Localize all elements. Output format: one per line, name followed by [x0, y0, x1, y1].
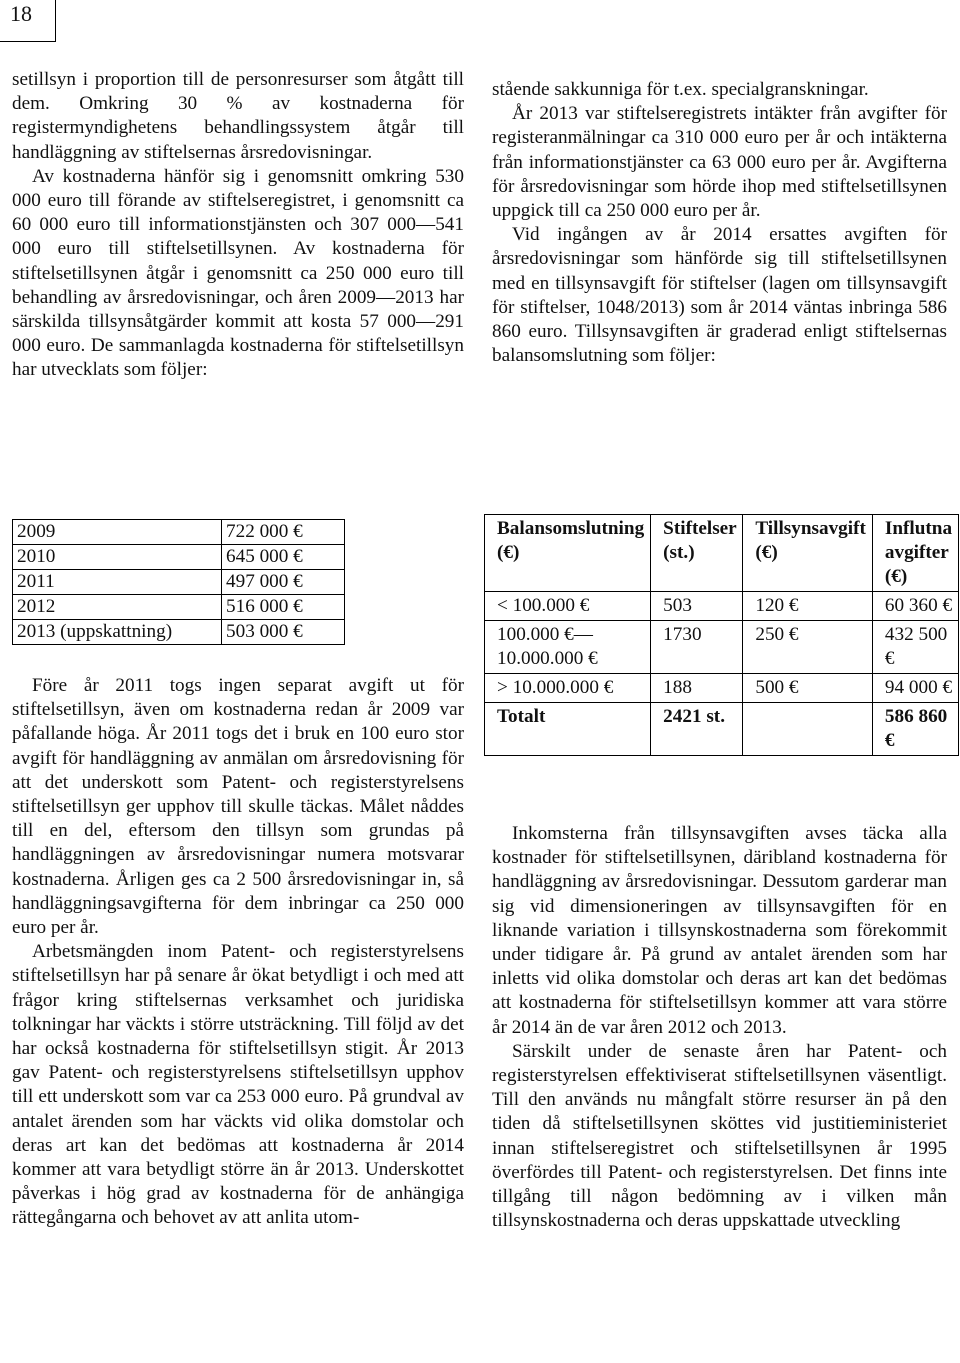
table-row	[13, 545, 345, 570]
table-cell	[743, 703, 873, 756]
table-row	[485, 674, 959, 703]
table-cell: 1730	[651, 621, 743, 674]
table-cell: 94 000 €	[872, 674, 958, 703]
amount-cell: 645 000 €	[222, 545, 345, 570]
left-column-bottom	[12, 674, 464, 1231]
header-foundations: Stiftelser (st.)	[651, 515, 743, 592]
body-paragraph: setillsyn i proportion till de personresurser som åtgått till dem. Omkring 30 % av kostnaderna för registermyndighetens behandlingssystem åtgår till handläggning av stiftelsernas årsredovisningar.	[12, 69, 464, 163]
table-row	[13, 620, 345, 645]
year-cell: 2013 (uppskattning)	[13, 620, 222, 645]
table-cell: 120 €	[743, 592, 873, 621]
table-total-row	[485, 703, 959, 756]
amount-cell: 722 000 €	[222, 520, 345, 545]
table-header-row	[485, 515, 959, 592]
table-cell: 432 500 €	[872, 621, 958, 674]
year-cell: 2012	[13, 595, 222, 620]
table-cell: 188	[651, 674, 743, 703]
right-column-bottom	[492, 822, 947, 1233]
table-cell: 503	[651, 592, 743, 621]
amount-cell: 516 000 €	[222, 595, 345, 620]
cost-table	[12, 519, 345, 645]
amount-cell: 497 000 €	[222, 570, 345, 595]
table-row	[485, 592, 959, 621]
amount-cell: 503 000 €	[222, 620, 345, 645]
body-paragraph: Särskilt under de senaste åren har Patent- och registerstyrelsen effektiviserat stiftelsetillsynen väsentligt. Till den används nu mångfalt större resurser än på den tiden då stiftelsetillsynen sköttes vid justitieministeriet innan stiftelseregistret och stiftelsetillsynen år 1995 överfördes till Patent- och registerstyrelsen. Det finns inte tillgång till någon bedömning av i vilken mån tillsynskostnaderna och deras uppskattade utveckling	[492, 1040, 947, 1232]
fee-table	[484, 514, 959, 756]
table-cell: 100.000 €— 10.000.000 €	[485, 621, 651, 674]
year-cell: 2011	[13, 570, 222, 595]
body-paragraph: Arbetsmängden inom Patent- och registerstyrelsens stiftelsetillsyn har på senare år ökat betydligt i och med att frågor kring stiftelsernas verksamhet och juridiska tolkningar har väckts i större utsträckning. Till följd av det har också kostnaderna för stiftelsetillsyn stigit. År 2013 gav Patent- och registerstyrelsens stiftelsetillsyn upphov till ett underskott som var ca 253 000 euro. På grundval av antalet ärenden som har väckts vid olika domstolar och deras art kan det bedömas att kostnaderna år 2014 kommer att vara betydligt större än år 2013. Underskottet påverkas i hög grad av kostnaderna för de anhängiga rättegångarna och behovet av att anlita utom-	[12, 941, 464, 1229]
header-balance: Balansomslutning (€)	[485, 515, 651, 592]
table-row	[13, 595, 345, 620]
page-number: 18	[0, 0, 56, 42]
table-cell: < 100.000 €	[485, 592, 651, 621]
body-paragraph: Före år 2011 togs ingen separat avgift ut för stiftelsetillsyn, även om kostnaderna redan år 2009 var påfallande höga. År 2011 togs det i bruk en 100 euro stor avgift för handläggning av anmälan om årsredovisning för att det underskott som Patent- och registerstyrelsens stiftelsetillsyn ger upphov till skulle täckas. Målet nåddes till en del, eftersom den tillsyn som grundas på handläggningen av årsredovisningar numera motsvarar kostnaderna. Årligen ges ca 2 500 årsredovisningar in, så handläggningsavgifterna för dem inbringar ca 250 000 euro per år.	[12, 675, 464, 939]
header-fee: Tillsynsavgift (€)	[743, 515, 873, 592]
right-column-top	[492, 78, 947, 368]
table-cell: > 10.000.000 €	[485, 674, 651, 703]
header-collected: Influtna avgifter (€)	[872, 515, 958, 592]
year-cell: 2009	[13, 520, 222, 545]
total-count: 2421 st.	[651, 703, 743, 756]
year-cell: 2010	[13, 545, 222, 570]
body-paragraph: Inkomsterna från tillsynsavgiften avses täcka alla kostnader för stiftelsetillsynen, däribland kostnaderna för handläggning av årsredovisningar. Dessutom garderar man sig vid dimensioneringen av tillsynsavgiften för en liknande variation i tillsynskostnaderna som förekommit under tidigare år. På grund av antalet ärenden som har inletts vid olika domstolar och deras art kan det bedömas att kostnaderna för stiftelsetillsyn kommer att vara större år 2014 än de var åren 2012 och 2013.	[492, 823, 947, 1038]
body-paragraph: Av kostnaderna hänför sig i genomsnitt omkring 530 000 euro till förande av stiftelseregistret, i genomsnitt ca 60 000 euro till informationstjänsten och 307 000—541 000 euro till stiftelsetillsynen. Av kostnaderna för stiftelsetillsynen åtgår i genomsnitt ca 250 000 euro till behandling av årsredovisningar, och åren 2009—2013 har särskilda tillsynsåtgärder kommit att kosta 57 000—291 000 euro. De sammanlagda kostnaderna för stiftelsetillsyn har utvecklats som följer:	[12, 165, 464, 381]
table-row	[13, 520, 345, 545]
total-amount: 586 860 €	[872, 703, 958, 756]
left-column-top	[12, 68, 464, 383]
body-paragraph: stående sakkunniga för t.ex. specialgranskningar.	[492, 79, 869, 100]
table-cell: 60 360 €	[872, 592, 958, 621]
table-row	[13, 570, 345, 595]
body-paragraph: År 2013 var stiftelseregistrets intäkter från avgifter för registeranmälningar ca 310 000 euro per år och intäkterna från informationstjänster ca 63 000 euro per år. Avgifterna för årsredovisningar som hörde ihop med stiftelsetillsynen uppgick till ca 250 000 euro per år.	[492, 103, 947, 222]
body-paragraph: Vid ingången av år 2014 ersattes avgiften för årsredovisningar som hänförde sig till stiftelsetillsynen med en tillsynsavgift för stiftelser (lagen om tillsynsavgift för stiftelser, 1048/2013) som år 2014 väntas inbringa 586 860 euro. Tillsynsavgiften är graderad enligt stiftelsernas balansomslutning som följer:	[492, 224, 947, 367]
table-cell: 250 €	[743, 621, 873, 674]
table-cell: 500 €	[743, 674, 873, 703]
total-label: Totalt	[485, 703, 651, 756]
table-row	[485, 621, 959, 674]
